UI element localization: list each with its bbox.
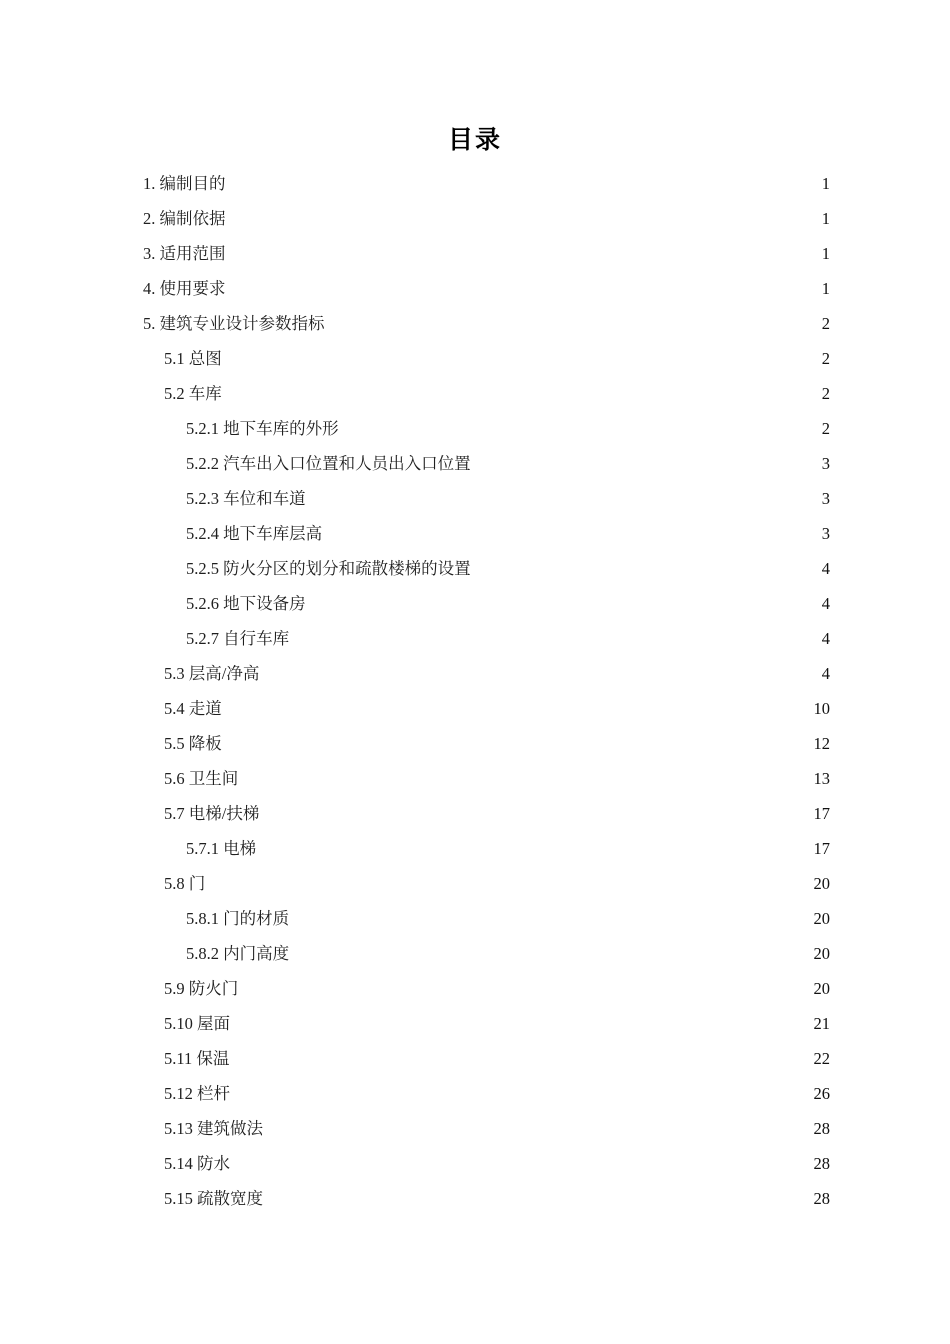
toc-page-number: 21 [813,1014,830,1033]
toc-entry-label: 5.3 层高/净高 [164,664,260,683]
toc-entry[interactable] [0,236,950,271]
toc-page-number: 28 [813,1154,830,1173]
toc-dot-leader [309,593,789,610]
toc-entry-label: 5.8 门 [164,874,206,893]
toc-entry[interactable] [0,446,950,481]
toc-page-number: 2 [821,384,830,403]
toc-entry-label: 5.12 栏杆 [164,1084,230,1103]
toc-entry-label: 4. 使用要求 [143,279,226,298]
toc-entry-label: 5.2 车库 [164,384,222,403]
toc-entry[interactable] [0,306,950,341]
page-title: 目录 [447,127,502,154]
toc-page-number: 1 [821,174,830,193]
toc-entry[interactable] [0,1041,950,1076]
toc-entry[interactable] [0,271,950,306]
toc-page-number: 4 [821,629,830,648]
toc-dot-leader [262,803,789,820]
toc-entry-label: 3. 适用范围 [143,244,226,263]
toc-entry-label: 5.8.2 内门高度 [186,944,290,963]
toc-page-number: 1 [821,244,830,263]
toc-entry[interactable] [0,726,950,761]
toc-dot-leader [325,523,789,540]
toc-dot-leader [259,838,789,855]
toc-dot-leader [229,278,790,295]
toc-page-number: 1 [821,279,830,298]
toc-entry-label: 5.4 走道 [164,699,222,718]
toc-page-number: 22 [813,1049,830,1068]
toc-entry[interactable] [0,621,950,656]
toc-page-number: 1 [821,209,830,228]
toc-entry[interactable] [0,971,950,1006]
toc-entry-label: 5.2.4 地下车库层高 [186,524,323,543]
toc-entry[interactable] [0,411,950,446]
toc-page-number: 4 [821,594,830,613]
toc-dot-leader [225,698,789,715]
toc-page-number: 3 [821,454,830,473]
table-of-contents [0,166,950,1216]
toc-entry-label: 5.15 疏散宽度 [164,1189,263,1208]
toc-entry[interactable] [0,761,950,796]
toc-entry[interactable] [0,901,950,936]
toc-entry-label: 5.6 卫生间 [164,769,239,788]
toc-entry-label: 5.8.1 门的材质 [186,909,290,928]
toc-dot-leader [474,453,789,470]
toc-dot-leader [225,383,789,400]
toc-page-number: 12 [813,734,830,753]
toc-dot-leader [208,873,789,890]
toc-entry[interactable] [0,1111,950,1146]
toc-entry[interactable] [0,656,950,691]
toc-entry[interactable] [0,1006,950,1041]
toc-page-number: 20 [813,909,830,928]
toc-entry[interactable] [0,831,950,866]
toc-page-number: 13 [813,769,830,788]
toc-dot-leader [229,208,790,225]
toc-entry-label: 5.2.5 防火分区的划分和疏散楼梯的设置 [186,559,471,578]
toc-dot-leader [292,943,789,960]
toc-entry-label: 5.2.1 地下车库的外形 [186,419,339,438]
toc-dot-leader [309,488,789,505]
toc-entry[interactable] [0,1076,950,1111]
toc-dot-leader [474,558,789,575]
toc-dot-leader [229,173,790,190]
toc-page-number: 26 [813,1084,830,1103]
toc-entry[interactable] [0,201,950,236]
toc-entry-label: 5.5 降板 [164,734,222,753]
toc-dot-leader [266,1188,789,1205]
toc-entry[interactable] [0,166,950,201]
toc-page-number: 20 [813,944,830,963]
toc-entry-label: 5.2.2 汽车出入口位置和人员出入口位置 [186,454,471,473]
toc-entry-label: 5.9 防火门 [164,979,239,998]
toc-page-number: 10 [813,699,830,718]
toc-entry[interactable] [0,586,950,621]
toc-entry-label: 5.2.7 自行车库 [186,629,290,648]
toc-entry[interactable] [0,936,950,971]
toc-entry-label: 5.10 屋面 [164,1014,230,1033]
toc-dot-leader [225,733,789,750]
toc-entry[interactable] [0,376,950,411]
toc-page-number: 28 [813,1119,830,1138]
toc-page-number: 20 [813,874,830,893]
toc-dot-leader [241,768,789,785]
toc-entry-label: 5. 建筑专业设计参数指标 [143,314,325,333]
toc-page-number: 20 [813,979,830,998]
toc-entry-label: 5.2.6 地下设备房 [186,594,306,613]
toc-entry-label: 5.1 总图 [164,349,222,368]
toc-entry-label: 5.2.3 车位和车道 [186,489,306,508]
toc-entry[interactable] [0,481,950,516]
toc-dot-leader [233,1013,789,1030]
toc-entry-label: 2. 编制依据 [143,209,226,228]
toc-entry-label: 5.13 建筑做法 [164,1119,263,1138]
toc-dot-leader [225,348,789,365]
toc-entry[interactable] [0,866,950,901]
toc-dot-leader [229,243,790,260]
toc-dot-leader [292,908,789,925]
toc-entry[interactable] [0,516,950,551]
toc-entry[interactable] [0,796,950,831]
toc-page-number: 3 [821,489,830,508]
toc-dot-leader [241,978,789,995]
toc-entry[interactable] [0,1146,950,1181]
toc-entry-label: 5.11 保温 [164,1049,230,1068]
toc-page-number: 2 [821,349,830,368]
toc-entry[interactable] [0,551,950,586]
toc-page-number: 28 [813,1189,830,1208]
toc-dot-leader [232,1048,789,1065]
toc-entry-label: 5.7.1 电梯 [186,839,257,858]
toc-entry-label: 5.7 电梯/扶梯 [164,804,260,823]
toc-page-number: 2 [821,314,830,333]
toc-dot-leader [292,628,789,645]
toc-entry[interactable] [0,1181,950,1216]
toc-dot-leader [328,313,790,330]
toc-entry-label: 1. 编制目的 [143,174,226,193]
toc-entry-label: 5.14 防水 [164,1154,230,1173]
toc-entry[interactable] [0,691,950,726]
toc-entry[interactable] [0,341,950,376]
toc-dot-leader [233,1153,789,1170]
toc-page-number: 17 [813,839,830,858]
toc-page-number: 3 [821,524,830,543]
toc-page-number: 4 [821,559,830,578]
toc-dot-leader [342,418,789,435]
toc-dot-leader [262,663,789,680]
toc-page-number: 4 [821,664,830,683]
toc-page-number: 17 [813,804,830,823]
toc-page-number: 2 [821,419,830,438]
toc-dot-leader [266,1118,789,1135]
toc-dot-leader [233,1083,789,1100]
